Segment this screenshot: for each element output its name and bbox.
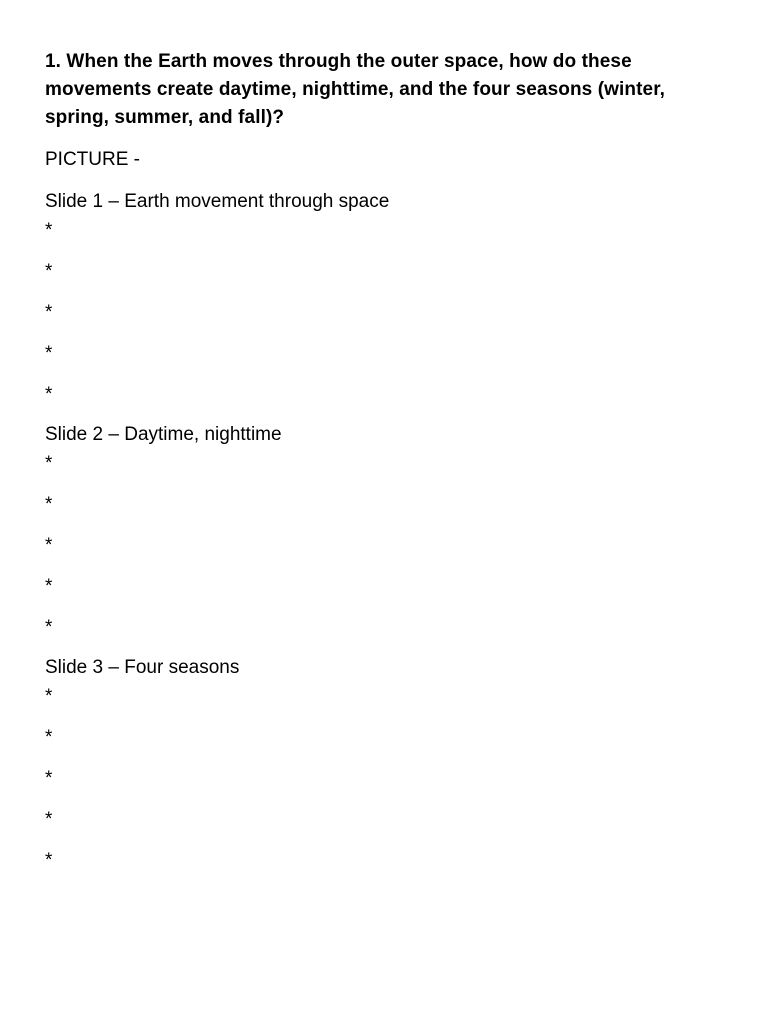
bullet-item: *	[45, 220, 53, 241]
slide-title: Slide 2 – Daytime, nighttime	[45, 424, 282, 445]
bullet-item: *	[45, 384, 53, 405]
slide-section-1	[45, 188, 708, 421]
bullet-item: *	[45, 261, 53, 282]
bullet-list	[45, 682, 708, 887]
bullet-item: *	[45, 809, 53, 830]
bullet-item: *	[45, 494, 53, 515]
bullet-item: *	[45, 850, 53, 871]
bullet-item: *	[45, 453, 53, 474]
question-text: 1. When the Earth moves through the outer space, how do these movements create daytime, nighttime, and the four seasons (winter, spring, summer, and fall)?	[45, 51, 666, 128]
bullet-item: *	[45, 686, 53, 707]
bullet-item: *	[45, 576, 53, 597]
bullet-list	[45, 449, 708, 654]
bullet-item: *	[45, 535, 53, 556]
bullet-item: *	[45, 302, 53, 323]
slide-section-3	[45, 654, 708, 887]
slide-section-2	[45, 421, 708, 654]
bullet-item: *	[45, 768, 53, 789]
slide-title: Slide 3 – Four seasons	[45, 657, 240, 678]
picture-label: PICTURE -	[45, 149, 140, 170]
bullet-item: *	[45, 617, 53, 638]
bullet-item: *	[45, 343, 53, 364]
bullet-list	[45, 216, 708, 421]
bullet-item: *	[45, 727, 53, 748]
slide-title: Slide 1 – Earth movement through space	[45, 191, 390, 212]
